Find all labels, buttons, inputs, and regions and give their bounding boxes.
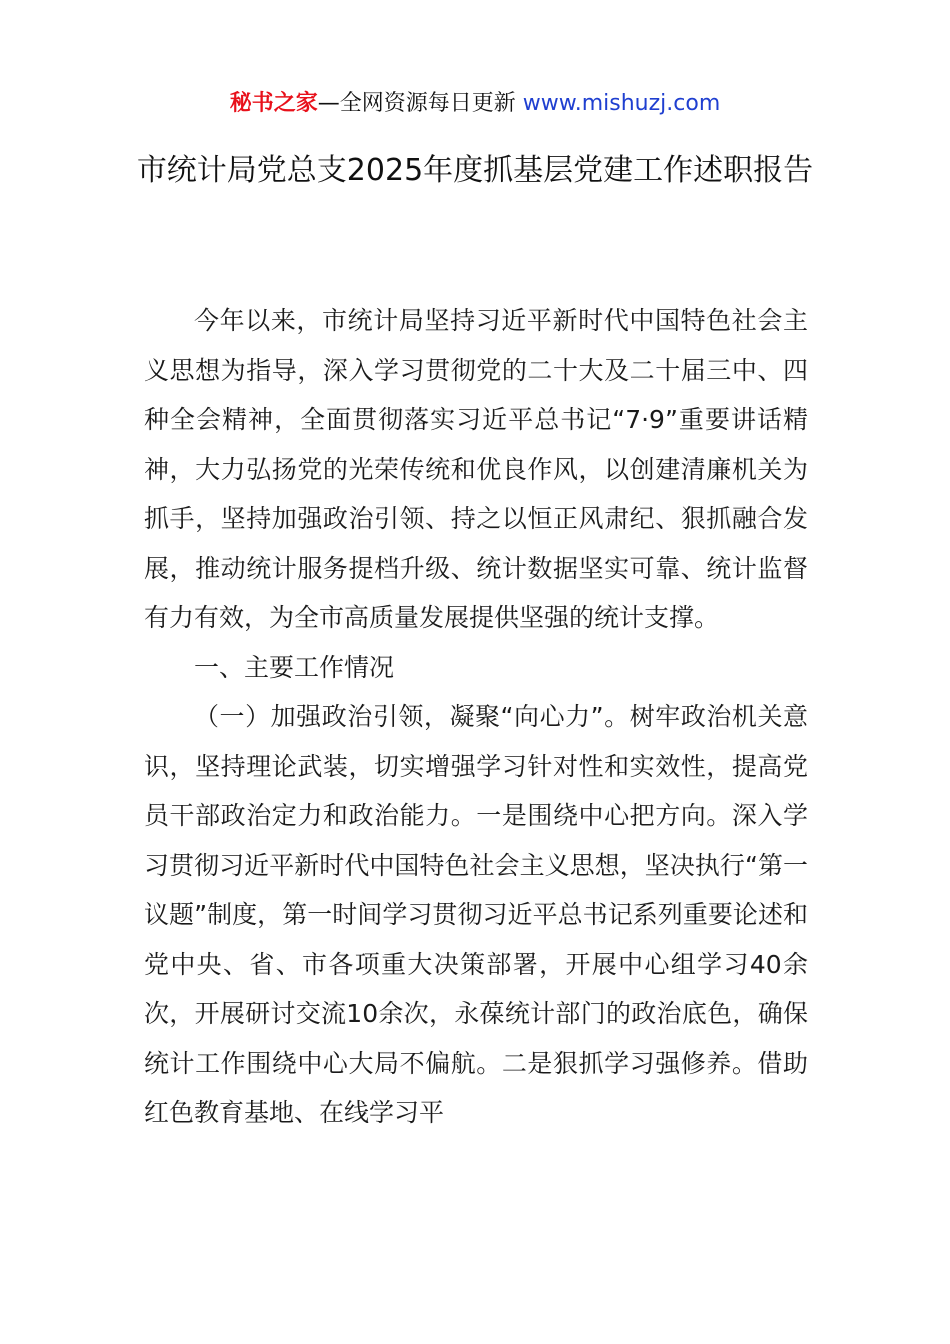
section-heading: 一、主要工作情况 xyxy=(194,652,395,682)
document-body xyxy=(144,296,808,1138)
site-brand: 秘书之家 xyxy=(229,91,318,116)
site-header xyxy=(0,88,950,120)
site-url-link[interactable]: www.mishuzj.com xyxy=(522,91,721,116)
paragraph-intro: 今年以来，市统计局坚持习近平新时代中国特色社会主义思想为指导，深入学习贯彻党的二十大及二十届三中、四种全会精神，全面贯彻落实习近平总书记“7·9”重要讲话精神，大力弘扬党的光荣传统和优良作风，以创建清廉机关为抓手，坚持加强政治引领、持之以恒正风肃纪、狠抓融合发展，推动统计服务提档升级、统计数据坚实可靠、统计监督有力有效，为全市高质量发展提供坚强的统计支撑。 xyxy=(144,306,808,632)
document-title: 市统计局党总支2025年度抓基层党建工作述职报告 xyxy=(136,153,814,188)
site-tagline: —全网资源每日更新 xyxy=(317,91,523,116)
paragraph-section-1: （一）加强政治引领，凝聚“向心力”。树牢政治机关意识，坚持理论武装，切实增强学习针对性和实效性，提高党员干部政治定力和政治能力。一是围绕中心把方向。深入学习贯彻习近平新时代中国特色社会主义思想，坚决执行“第一议题”制度，第一时间学习贯彻习近平总书记系列重要论述和党中央、省、市各项重大决策部署，开展中心组学习40余次，开展研讨交流10余次，永葆统计部门的政治底色，确保统计工作围绕中心大局不偏航。二是狠抓学习强修养。借助红色教育基地、在线学习平 xyxy=(144,702,808,1127)
